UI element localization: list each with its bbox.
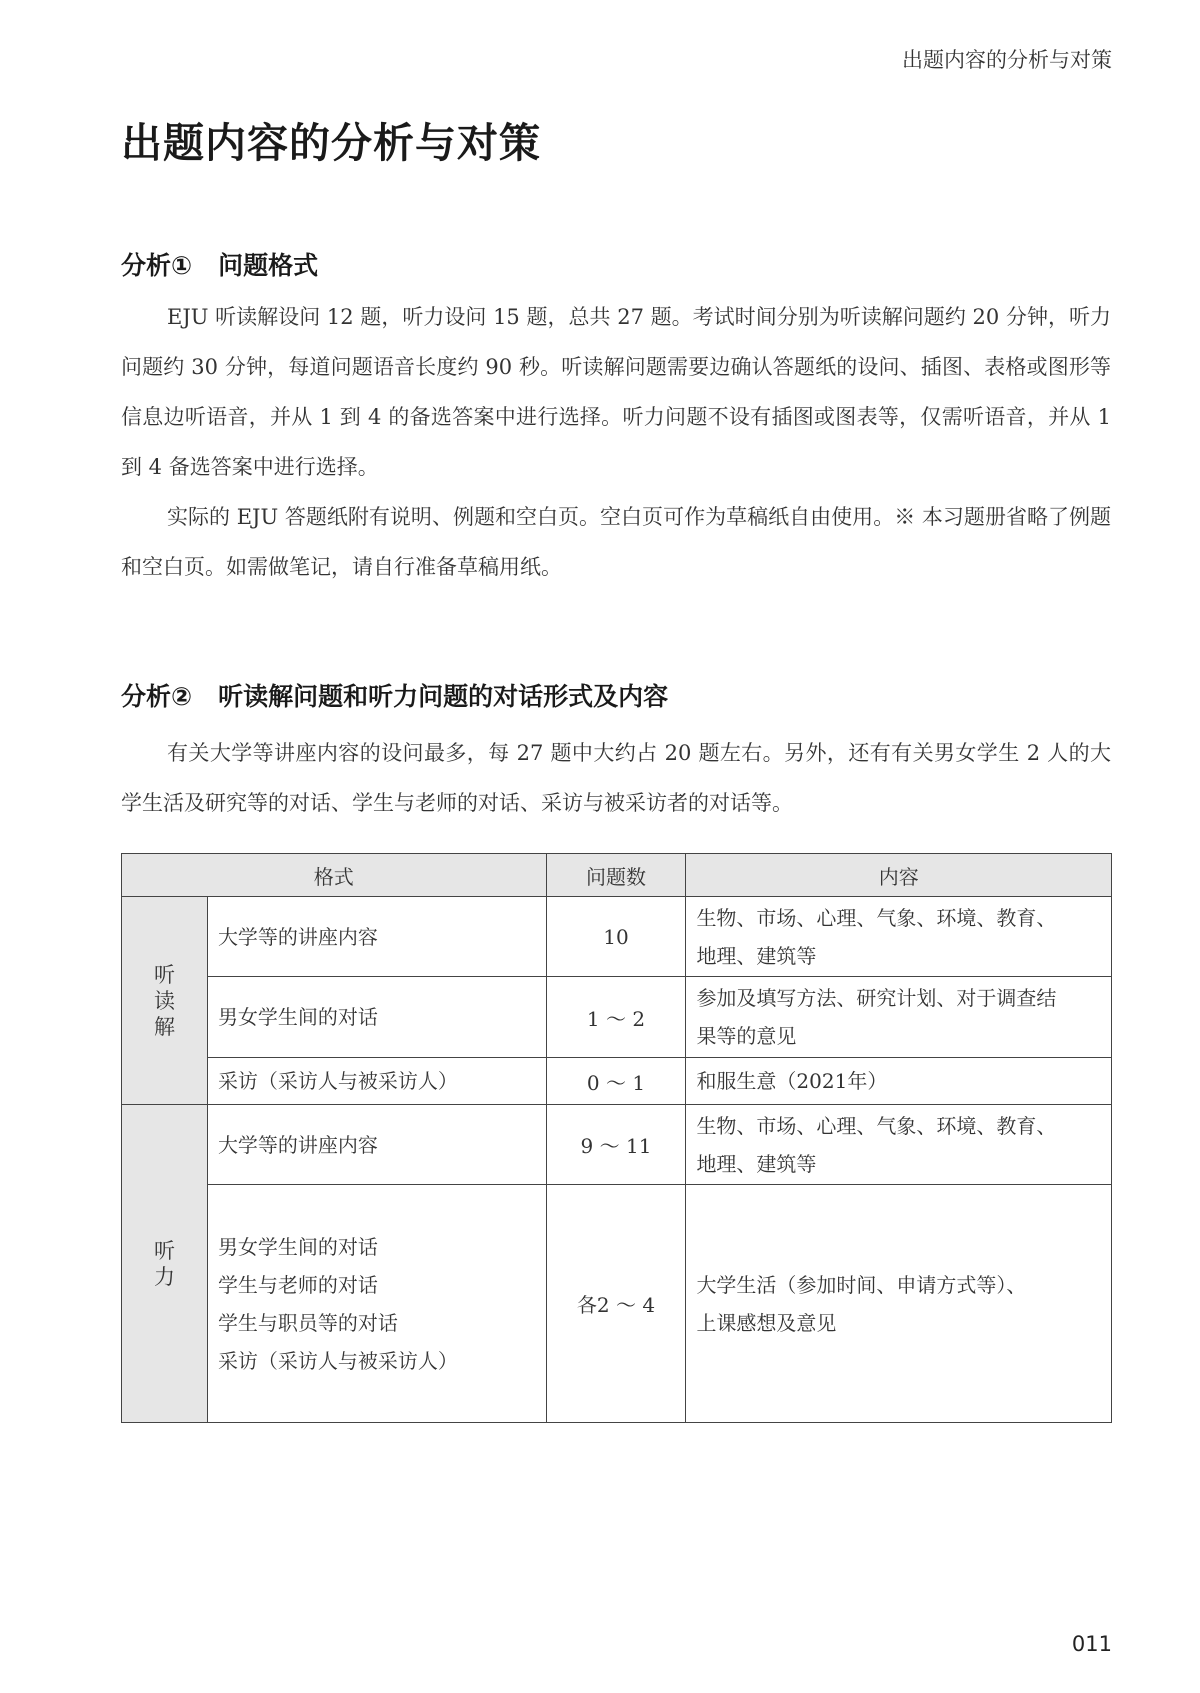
content-cell: 大学生活（参加时间、申请方式等）、 上课感想及意见: [686, 1185, 1112, 1423]
content-cell: 和服生意（2021年）: [686, 1058, 1112, 1105]
table-row: [122, 1058, 1112, 1105]
count-cell: 各2 ～ 4: [546, 1185, 686, 1423]
count-cell: 10: [546, 897, 686, 977]
header-count: 问题数: [546, 854, 686, 897]
table-row: [122, 977, 1112, 1058]
format-cell: 男女学生间的对话: [207, 977, 546, 1058]
format-table: [121, 853, 1112, 1423]
table-row: [122, 1105, 1112, 1185]
format-cell: 采访（采访人与被采访人）: [207, 1058, 546, 1105]
format-cell: 大学等的讲座内容: [207, 897, 546, 977]
count-cell: 1 ～ 2: [546, 977, 686, 1058]
format-cell: 男女学生间的对话 学生与老师的对话 学生与职员等的对话 采访（采访人与被采访人）: [207, 1185, 546, 1423]
header-format: 格式: [122, 854, 547, 897]
format-cell: 大学等的讲座内容: [207, 1105, 546, 1185]
page-number: 011: [1071, 1632, 1112, 1656]
content-cell: 生物、市场、心理、气象、环境、教育、 地理、建筑等: [686, 897, 1112, 977]
table-header-row: [122, 854, 1112, 897]
content-cell: 生物、市场、心理、气象、环境、教育、 地理、建筑等: [686, 1105, 1112, 1185]
section-2-heading: [121, 677, 668, 713]
page-title: 出题内容的分析与对策: [121, 119, 541, 167]
running-head: 出题内容的分析与对策: [902, 48, 1112, 72]
group-label-listening: 听力: [122, 1105, 208, 1423]
section-2-number: 分析②: [121, 682, 193, 711]
section-1-paragraph-1: EJU 听读解设问 12 题，听力设问 15 题，总共 27 题。考试时间分别为听读解问题约 20 分钟，听力问题约 30 分钟，每道问题语音长度约 90 秒。听读解问题需要边确认答题纸的设问、插图、表格或图形等信息边听语音，并从 1 到 4 的备选答案中进行选择。听力问题不设有插图或图表等，仅需听语音，并从 1 到 4 备选答案中进行选择。: [121, 305, 1111, 479]
table-row: [122, 897, 1112, 977]
section-2-paragraph: 有关大学等讲座内容的设问最多，每 27 题中大约占 20 题左右。另外，还有有关男女学生 2 人的大学生活及研究等的对话、学生与老师的对话、采访与被采访者的对话等。: [121, 741, 1111, 815]
content-cell: 参加及填写方法、研究计划、对于调查结 果等的意见: [686, 977, 1112, 1058]
section-1-number: 分析①: [121, 251, 193, 280]
group-label-listening-reading: 听读解: [122, 897, 208, 1105]
count-cell: 9 ～ 11: [546, 1105, 686, 1185]
section-2-title: 听读解问题和听力问题的对话形式及内容: [218, 682, 669, 711]
section-1-paragraph-2: 实际的 EJU 答题纸附有说明、例题和空白页。空白页可作为草稿纸自由使用。※ 本习题册省略了例题和空白页。如需做笔记，请自行准备草稿用纸。: [121, 505, 1111, 579]
table-row: [122, 1185, 1112, 1423]
section-1-heading: [121, 246, 318, 282]
header-content: 内容: [686, 854, 1112, 897]
section-1-title: 问题格式: [218, 251, 319, 280]
count-cell: 0 ～ 1: [546, 1058, 686, 1105]
